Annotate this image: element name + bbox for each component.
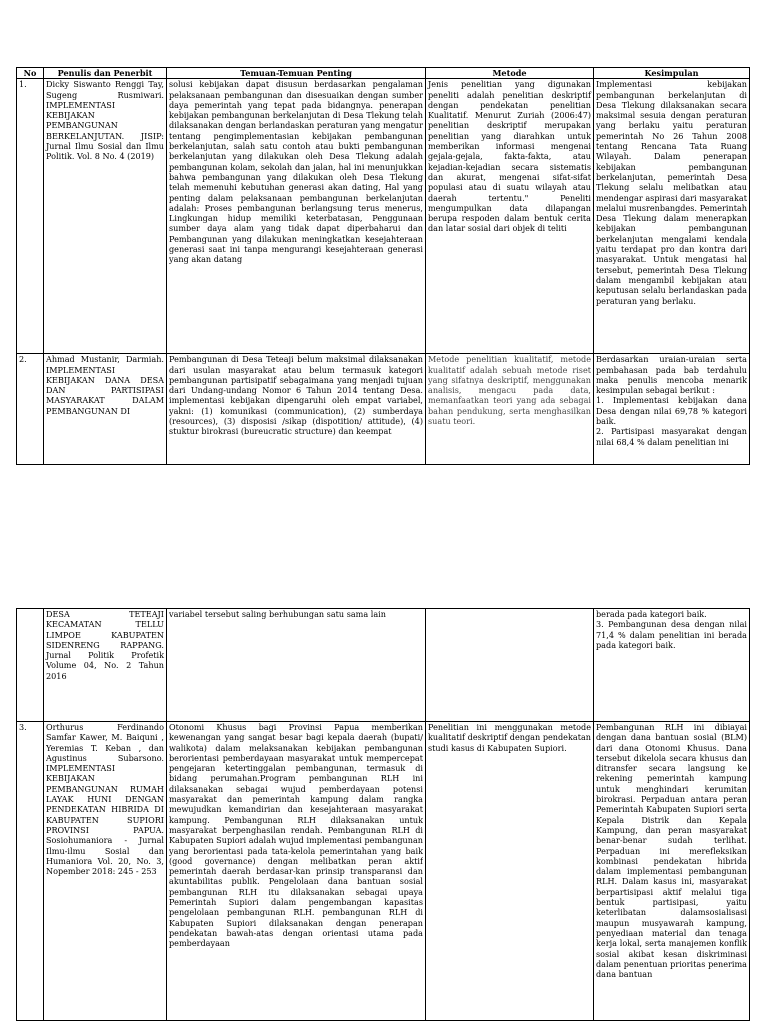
header-findings: Temuan-Temuan Penting — [167, 68, 426, 79]
method-cell: Penelitian ini menggunakan metode kualitatif deskriptif dengan pendekatan studi kasus di Kabupaten Supiori. — [428, 722, 591, 753]
row-number: 1. — [17, 79, 44, 354]
conclusion-cell: Implementasi kebijakan pembangunan berkelanjutan di Desa Tlekung dilaksanakan secara maksimal sesuia dengan peraturan yang berlaku yaitu peraturan pemerintah No 26 Tahun 2008 tentang Rencana Tata Ruang Wilayah. Dalam penerapan kebijakan pembangunan berkelanjutan, pemerintah Desa Tlekung selalu melibatkan atau mendengar aspirasi dari masyarakat melalui musrenbangdes. Pemerintah Desa Tlekung dalam menerapkan kebijakan pembangunan berkelanjutan mengalami kendala yaitu terdapat pro dan kontra dari masyarakat. Untuk mengatasi hal tersebut, pemerintah Desa Tlekung dalam mengambil kebijakan atau keputusan selalu berlandaskan pada peraturan yang berlaku. — [594, 79, 750, 354]
findings-cell: variabel tersebut saling berhubungan satu sama lain — [167, 609, 426, 722]
author-cell-wrap — [44, 354, 167, 465]
table-row — [17, 79, 750, 354]
header-method: Metode — [426, 68, 594, 79]
header-no: No — [17, 68, 44, 79]
conclusion-cell-wrap — [594, 354, 750, 465]
author-publisher-cell: DESA TETEAJI KECAMATAN TELLU LIMPOE KABUPATEN SIDENRENG RAPPANG. Jurnal Politik Profetik Volume 04, No. 2 Tahun 2016 — [44, 609, 167, 722]
table-header-row — [17, 68, 750, 79]
conclusion-cell — [594, 609, 750, 722]
conclusion-cell-wrap — [594, 722, 750, 1021]
conclusion-point: 3. Pembangunan desa dengan nilai 71,4 % dalam penelitian ini berada pada kategori baik. — [596, 619, 747, 650]
page2-table — [16, 608, 750, 1021]
conclusion-point: 2. Partisipasi masyarakat dengan nilai 68,4 % dalam penelitian ini — [596, 426, 747, 447]
method-cell: Metode penelitian kualitatif, metode kualitatif adalah sebuah metode riset yang sifatnya deskriptif, menggunakan analisis, mengacu pada data, memanfaatkan teori yang ada sebagai bahan pendukung, serta menghasilkan suatu teori. — [428, 354, 591, 427]
header-author: Penulis dan Penerbit — [44, 68, 167, 79]
method-cell-wrap — [426, 722, 594, 1021]
findings-cell: Pembangunan di Desa Teteaji belum maksimal dilaksanakan dari usulan masyarakat atau belum termasuk kategori pembangunan partisipatif sebagaimana yang menjadi tujuan dari Undang-undang Nomor 6 Tahun 2014 tentang Desa. implementasi kebijakan dipengaruhi oleh empat variabel, yakni: (1) komunikasi (communication), (2) sumberdaya (resources), (3) disposisi /sikap (dispotition/ attitude), (4) stuktur birokrasi (bureucratic structure) dan keempat — [169, 354, 423, 437]
conclusion-point: berada pada kategori baik. — [596, 609, 707, 619]
findings-cell-wrap — [167, 722, 426, 1021]
row-number — [17, 609, 44, 722]
method-cell-wrap — [426, 354, 594, 465]
table-row — [17, 354, 750, 465]
conclusion-intro: Berdasarkan uraian-uraian serta pembahasan pada bab terdahulu maka penulis mencoba menarik kesimpulan sebagai berikut : — [596, 354, 747, 396]
method-cell: Jenis penelitian yang digunakan peneliti adalah penelitian deskriptif dengan pendekatan penelitian Kualitatif. Menurut Zuriah (2006:47) penelitian deskriptif merupakan penelitian yang diarahkan untuk memberikan informasi mengenai gejala-gejala, fakta-fakta, atau kejadian-kejadian secara sistematis dan akurat, mengenai sifat-sifat populasi atau di suatu wilayah atau daerah tertentu." Peneliti mengumpulkan data dilapangan berupa respoden dalam bentuk cerita dan latar sosial dari objek di teliti — [426, 79, 594, 354]
author-publisher-cell: Dicky Siswanto Renggi Tay, Sugeng Rusmiwari. IMPLEMENTASI KEBIJAKAN PEMBANGUNAN BERKELANJUTAN. JISIP: Jurnal Ilmu Sosial dan Ilmu Politik. Vol. 8 No. 4 (2019) — [44, 79, 167, 354]
findings-cell: Otonomi Khusus bagi Provinsi Papua memberikan kewenangan yang sangat besar bagi kepala daerah (bupati/ walikota) dalam melaksanakan kebijakan pembangunan berorientasi pemberdayaan masyarakat untuk mempercepat pengejaran ketertinggalan pembangunan, termasuk di bidang perumahan.Program pembangunan RLH ini dilaksanakan sebagai wujud pemberdayaan potensi masyarakat dan pemerintah kampung dalam rangka mewujudkan kemandirian dan kesejahteraan masyarakat kampung. Pembangunan RLH dilaksanakan untuk masyarakat berpenghasilan rendah. Pembangunan RLH di Kabupaten Supiori adalah wujud implementasi pembangunan yang berorientasi pada tata-kelola pemerintahan yang baik (good governance) dengan melibatkan peran aktif pemerintah daerah berdasar-kan prinsip transparansi dan akuntabilitas publik. Pengelolaan dana bantuan sosial pembangunan RLH itu dilaksanakan sebagai upaya Pemerintah Supiori dalam pengembangan kapasitas pengelolaan pembangunan RLH. pembangunan RLH di Kabupaten Supiori dilaksanakan dengan penerapan pendekatan bawah-atas dengan orientasi utama pada pemberdayaan — [169, 722, 423, 949]
author-publisher-cell: Ahmad Mustanir, Darmiah. IMPLEMENTASI KEBIJAKAN DANA DESA DAN PARTISIPASI MASYARAKAT DALAM PEMBANGUNAN DI — [46, 354, 164, 416]
table-row — [17, 722, 750, 1021]
conclusion-cell: Pembangunan RLH ini dibiayai dengan dana bantuan sosial (BLM) dari dana Otonomi Khusus. Dana tersebut dikelola secara khusus dan ditransfer secara langsung ke rekening pemerintah kampung untuk menghindari kerumitan birokrasi. Perpaduan antara peran Pemerintah Kabupaten Supiori serta Kepala Distrik dan Kepala Kampung, dan peran masyarakat benar-benar sudah terlihat. Perpaduan ini merefleksikan kombinasi pendekatan hibrida dalam implementasi pembangunan RLH. Dalam kasus ini, masyarakat berpartisipasi aktif melalui tiga bentuk partisipasi, yaitu keterlibatan dalamsosialisasi maupun musyawarah kampung, penyediaan material dan tenaga kerja lokal, serta manajemen konflik sosial akibat kesan diskriminasi dalam penentuan prioritas penerima dana bantuan — [596, 722, 747, 980]
row-number: 3. — [17, 722, 44, 1021]
header-conclusion: Kesimpulan — [594, 68, 750, 79]
conclusion-cell — [596, 354, 747, 464]
author-cell-wrap — [44, 722, 167, 1021]
page1-table — [16, 67, 750, 465]
findings-cell-wrap — [167, 354, 426, 465]
author-publisher-cell: Orthurus Ferdinando Samfar Kawer, M. Baiquni , Yeremias T. Keban , dan Agustinus Subarsono. IMPLEMENTASI KEBIJAKAN PEMBANGUNAN RUMAH LAYAK HUNI DENGAN PENDEKATAN HIBRIDA DI KABUPATEN SUPIORI PROVINSI PAPUA. Sosiohumaniora - Jurnal Ilmu-ilmu Sosial dan Humaniora Vol. 20, No. 3, Nopember 2018: 245 - 253 — [46, 722, 164, 877]
table-row — [17, 609, 750, 722]
method-cell — [426, 609, 594, 722]
findings-cell: solusi kebijakan dapat disusun berdasarkan pengalaman pelaksanaan pembangunan dan disesuaikan dengan sumber daya pemerintah yang tepat pada bidangnya. penerapan kebijakan pembangunan berkelanjutan di Desa Tlekung telah dilaksanakan dengan berlandaskan peraturan yang mengatur tentang pengimplementasian kebijakan pembangunan berkelanjutan, salah satu contoh atau bukti pembangunan berkelanjutan yang dilakukan oleh Desa Tlekung adalah pembangunan kolam, sekolah dan jalan, hal ini menunjukkan bahwa pembangunan yang dilakukan oleh Desa Tlekung telah memenuhi kebutuhan generasi akan dating, Hal yang penting dalam pelaksanaan pembangunan berkelanjutan adalah: Proses pembangunan berlangsung terus menerus, Lingkungan hidup memiliki keterbatasan, Penggunaan sumber daya alam yang tidak dapat diperbaharui dan Pembangunan yang dilakukan meningkatkan kesejahteraan generasi saat ini tanpa mengurangi kesejahteraan generasi yang akan datang — [167, 79, 426, 354]
conclusion-point: 1. Implementasi kebijakan dana Desa dengan nilai 69,78 % kategori baik. — [596, 395, 747, 427]
row-number: 2. — [17, 354, 44, 465]
